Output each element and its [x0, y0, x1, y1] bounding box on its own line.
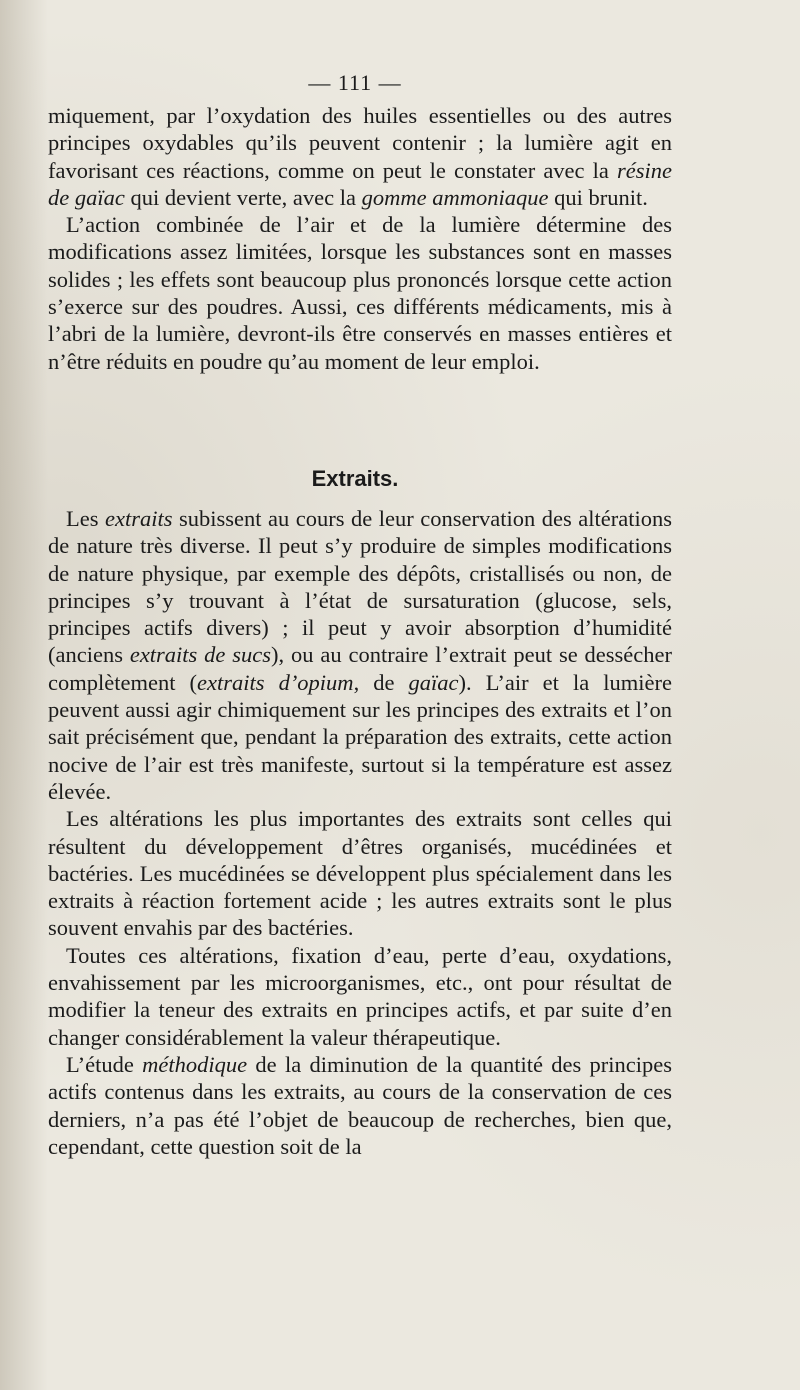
section-paragraph-3: Toutes ces altérations, fixation d’eau, perte d’eau, oxydations, envahissement par les microorganismes, etc., ont pour résultat de modifier la teneur des extraits en principes actifs, et par suite d’en changer considérablement la valeur thérapeutique.: [48, 942, 672, 1050]
page-gutter-shadow: [0, 0, 48, 1390]
section-heading: Extraits.: [311, 466, 399, 491]
section-paragraph-1: Les extraits subissent au cours de leur conservation des altérations de nature très diverse. Il peut s’y produire de simples modifications de nature physique, par exemple des dépôts, cristallisés ou non, de principes s’y trouvant à l’état de sursaturation (glucose, sels, principes actifs divers) ; il peut y avoir absorption d’humidité (anciens extraits de sucs), ou au contraire l’extrait peut se dessécher complètement (extraits d’opium, de gaïac). L’air et la lumière peuvent aussi agir chimiquement sur les principes des extraits et l’on sait précisément que, pendant la préparation des extraits, cette action nocive de l’air est très manifeste, surtout si la température est assez élevée.: [48, 506, 672, 804]
section-paragraph-4: L’étude méthodique de la diminution de la quantité des principes actifs contenus dans les extraits, au cours de la conservation de ces derniers, n’a pas été l’objet de beaucoup de recherches, bien que, cependant, cette question soit de la: [48, 1051, 672, 1159]
section-paragraph-2: Les altérations les plus importantes des extraits sont celles qui résultent du développement d’êtres organisés, mucédinées et bactéries. Les mucédinées se développent plus spécialement dans les extraits à réaction fortement acide ; les autres extraits sont le plus souvent envahis par des bactéries.: [48, 806, 672, 941]
intro-paragraph-1: miquement, par l’oxydation des huiles essentielles ou des autres principes oxydables qu’ils peuvent contenir ; la lumière agit en favorisant ces réactions, comme on peut le constater avec la résine de gaïac qui devient verte, avec la gomme ammoniaque qui brunit.: [48, 103, 672, 210]
intro-paragraph-2: L’action combinée de l’air et de la lumière détermine des modifications assez limitées, lorsque les substances sont en masses solides ; les effets sont beaucoup plus prononcés lorsque cette action s’exerce sur des poudres. Aussi, ces différents médicaments, mis à l’abri de la lumière, devront-ils être conservés en masses entières et n’être réduits en poudre qu’au moment de leur emploi.: [48, 212, 672, 374]
section-text: [48, 505, 672, 1160]
page-number: — 111 —: [308, 70, 402, 95]
intro-text: [48, 102, 672, 375]
